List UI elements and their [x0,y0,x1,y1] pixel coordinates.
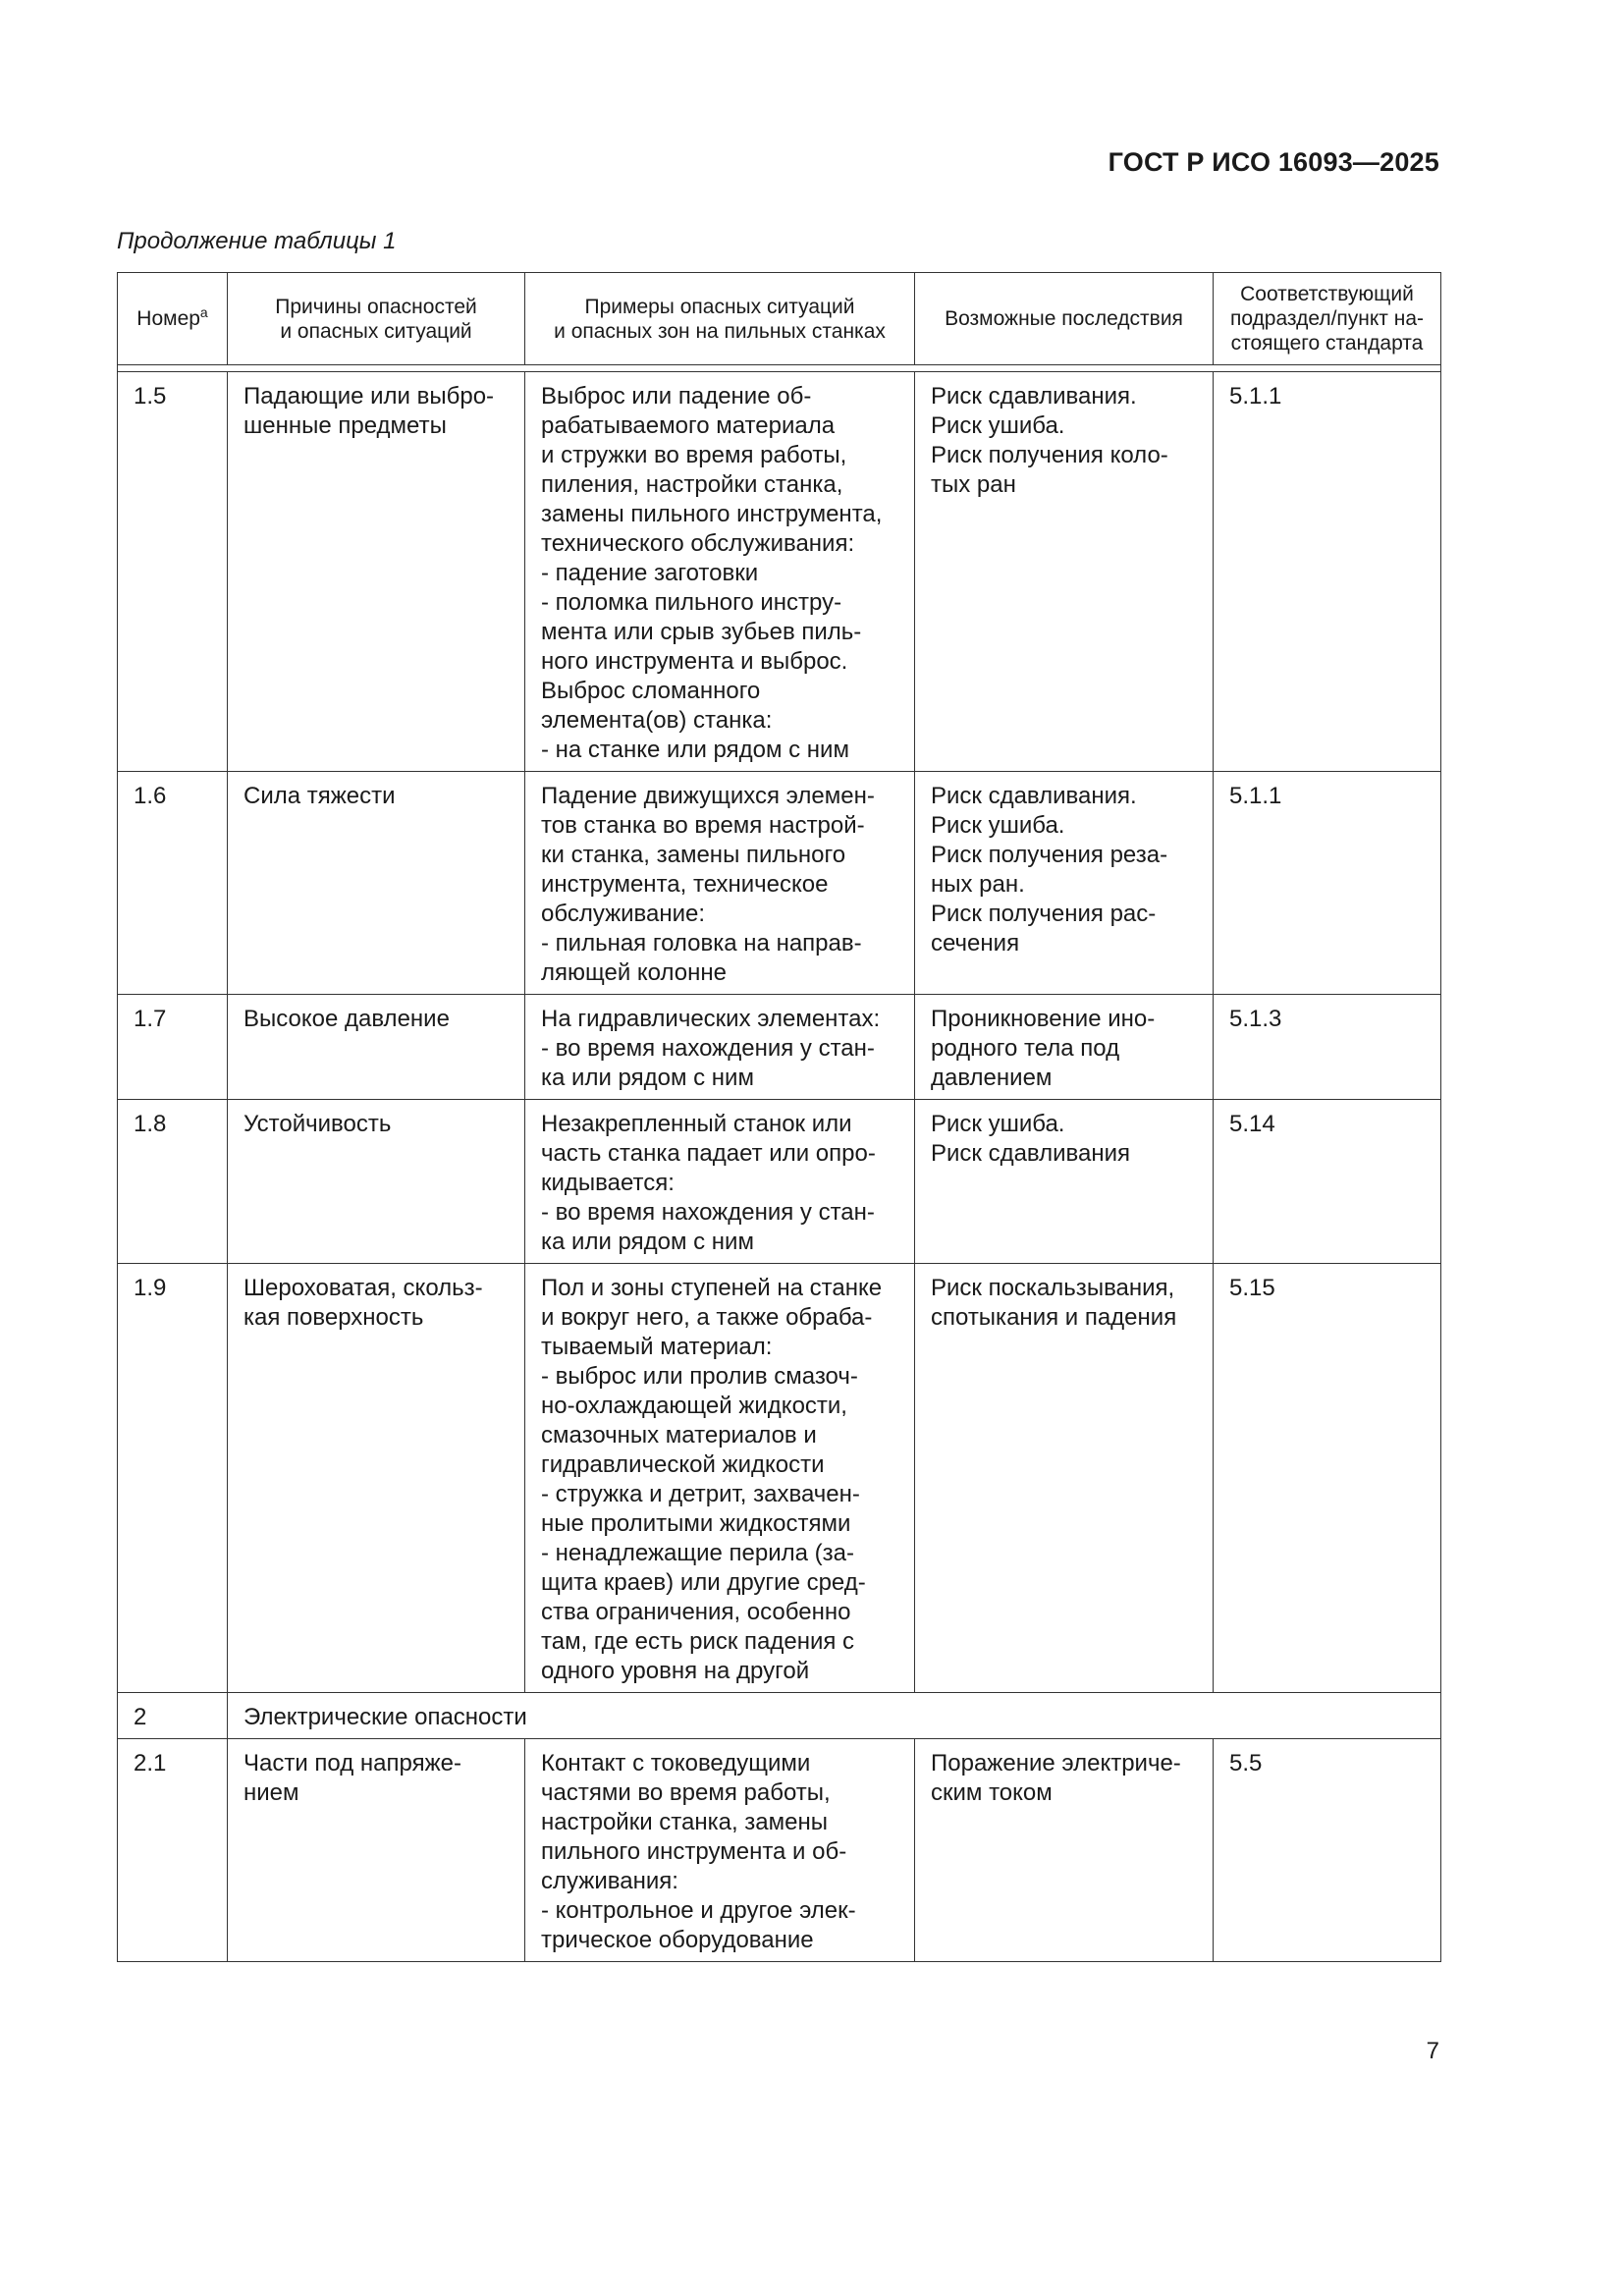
standard-reference: 5.1.1 [1214,772,1441,995]
standard-reference: 5.15 [1214,1264,1441,1693]
section-row [118,1693,1441,1739]
hazard-consequence-line: тых ран [931,471,1016,498]
table-row [118,1100,1441,1264]
hazard-cause [228,772,525,995]
hazard-consequence [915,1739,1214,1962]
hazard-example-line: замены пильного инструмента, [541,501,883,527]
hazard-example-line: ки станка, замены пильного [541,842,846,868]
hazard-example-line: Выброс или падение об- [541,383,812,410]
hazard-example-line: инструмента, техническое [541,871,829,898]
hazard-example-line: элемента(ов) станка: [541,707,773,734]
hazard-example [525,1264,915,1693]
hazard-example-line: настройки станка, замены [541,1809,829,1835]
hazard-example-line: тываемый материал: [541,1334,773,1360]
hazard-example-line: трическое оборудование [541,1927,814,1953]
hazard-consequence-line: Риск получения коло- [931,442,1168,468]
table-header-row [118,273,1441,365]
hazard-consequence-line: Риск сдавливания. [931,383,1137,410]
hazard-consequence-line: Риск получения рас- [931,901,1157,927]
hazard-consequence-line: давлением [931,1065,1053,1091]
hazard-consequence-line: Риск ушиба. [931,412,1065,439]
hazard-cause-line: Шероховатая, скольз- [243,1275,483,1301]
header-number-footnote-mark: a [199,304,208,320]
hazard-example-line: смазочных материалов и [541,1422,817,1449]
table-row [118,372,1441,772]
hazard-example-line: ка или рядом с ним [541,1065,754,1091]
hazard-example-line: рабатываемого материала [541,412,836,439]
header-number-text: Номер [136,307,200,330]
hazard-example-line: - пильная головка на направ- [541,930,862,957]
hazard-cause-line: кая поверхность [243,1304,424,1331]
hazard-example-line: - во время нахождения у стан- [541,1199,875,1226]
standard-reference: 5.1.3 [1214,995,1441,1100]
hazard-example-line: тов станка во время настрой- [541,812,865,839]
standard-reference: 5.14 [1214,1100,1441,1264]
hazard-example-line: ного инструмента и выброс. [541,648,848,675]
hazard-example-line: - падение заготовки [541,560,759,586]
hazard-cause-line: шенные предметы [243,412,447,439]
hazard-example-line: Выброс сломанного [541,678,761,704]
hazard-example-line: одного уровня на другой [541,1658,810,1684]
hazard-example [525,772,915,995]
row-number: 2.1 [118,1739,228,1962]
hazard-consequence-line: ским током [931,1779,1053,1806]
hazard-example [525,995,915,1100]
hazard-consequence-line: Риск ушиба. [931,1111,1065,1137]
standard-reference: 5.5 [1214,1739,1441,1962]
hazard-cause [228,1100,525,1264]
header-separator-cell [118,365,1441,372]
table-row [118,1739,1441,1962]
hazard-example-line: - стружка и детрит, захвачен- [541,1481,860,1507]
hazard-cause-line: Устойчивость [243,1111,392,1137]
hazard-example-line: Падение движущихся элемен- [541,783,875,809]
row-number: 1.5 [118,372,228,772]
header-number [118,273,228,365]
document-standard-title: ГОСТ Р ИСО 16093—2025 [1108,147,1439,177]
hazard-cause [228,372,525,772]
section-number: 2 [118,1693,228,1739]
section-title: Электрические опасности [228,1693,1441,1739]
hazard-example [525,372,915,772]
hazard-example-line: и вокруг него, а также обраба- [541,1304,873,1331]
hazard-consequence-line: Риск поскальзывания, [931,1275,1175,1301]
hazard-consequence-line: Риск сдавливания. [931,783,1137,809]
header-reference-line: стоящего стандарта [1230,332,1424,355]
hazard-example-line: ства ограничения, особенно [541,1599,851,1625]
hazards-table [117,272,1441,1962]
hazard-example-line: пиления, настройки станка, [541,471,843,498]
hazard-example-line: Незакрепленный станок или [541,1111,852,1137]
row-number: 1.6 [118,772,228,995]
table-caption: Продолжение таблицы 1 [117,228,397,254]
hazard-example-line: ка или рядом с ним [541,1229,754,1255]
hazard-example-line: ляющей колонне [541,959,727,986]
hazard-example [525,1739,915,1962]
hazard-consequence [915,995,1214,1100]
hazard-cause-line: нием [243,1779,299,1806]
hazard-example-line: служивания: [541,1868,678,1894]
hazard-example-line: Пол и зоны ступеней на станке [541,1275,883,1301]
hazard-example-line: и стружки во время работы, [541,442,847,468]
header-reference-line: Соответствующий [1240,283,1414,305]
hazard-example-line: часть станка падает или опро- [541,1140,876,1167]
hazard-cause-line: Падающие или выбро- [243,383,495,410]
header-reference-line: подраздел/пункт на- [1229,307,1425,330]
hazard-example-line: гидравлической жидкости [541,1451,825,1478]
hazard-example-line: - контрольное и другое элек- [541,1897,856,1924]
hazard-consequence-line: Поражение электриче- [931,1750,1181,1777]
hazard-consequence-line: Риск получения реза- [931,842,1168,868]
hazard-example-line: обслуживание: [541,901,706,927]
hazard-example-line: частями во время работы, [541,1779,831,1806]
hazard-example-line: - выброс или пролив смазоч- [541,1363,858,1390]
hazard-cause [228,1264,525,1693]
hazard-example-line: Контакт с токоведущими [541,1750,811,1777]
hazard-example-line: На гидравлических элементах: [541,1006,881,1032]
hazard-example-line: но-охлаждающей жидкости, [541,1393,847,1419]
hazard-cause [228,995,525,1100]
header-separator [118,365,1441,372]
header-consequences: Возможные последствия [915,273,1214,365]
table-row [118,772,1441,995]
hazard-consequence [915,372,1214,772]
row-number: 1.8 [118,1100,228,1264]
hazard-example-line: ные пролитыми жидкостями [541,1510,851,1537]
header-examples-line: и опасных зон на пильных станках [554,319,886,343]
hazard-consequence [915,1264,1214,1693]
standard-reference: 5.1.1 [1214,372,1441,772]
hazard-cause-line: Сила тяжести [243,783,396,809]
table-row [118,995,1441,1100]
hazard-example-line: кидывается: [541,1170,675,1196]
header-causes-line: Причины опасностей [275,295,477,318]
hazard-consequence [915,772,1214,995]
hazard-example-line: щита краев) или другие сред- [541,1569,866,1596]
hazard-example-line: - поломка пильного инстру- [541,589,842,616]
hazard-example-line: пильного инструмента и об- [541,1838,847,1865]
hazard-cause-line: Высокое давление [243,1006,450,1032]
hazard-example-line: там, где есть риск падения с [541,1628,855,1655]
hazard-consequence-line: сечения [931,930,1020,957]
hazard-cause [228,1739,525,1962]
hazard-consequence-line: Риск ушиба. [931,812,1065,839]
row-number: 1.7 [118,995,228,1100]
header-examples-line: Примеры опасных ситуаций [584,295,855,318]
hazard-consequence-line: спотыкания и падения [931,1304,1177,1331]
hazard-example-line: - ненадлежащие перила (за- [541,1540,854,1566]
header-causes [228,273,525,365]
header-causes-line: и опасных ситуаций [280,319,472,343]
table-row [118,1264,1441,1693]
hazard-example-line: - на станке или рядом с ним [541,737,849,763]
hazard-consequence-line: Проникновение ино- [931,1006,1156,1032]
hazard-example-line: мента или срыв зубьев пиль- [541,619,862,645]
hazard-example-line: технического обслуживания: [541,530,855,557]
hazard-consequence-line: родного тела под [931,1035,1120,1062]
row-number: 1.9 [118,1264,228,1693]
header-examples [525,273,915,365]
hazard-consequence [915,1100,1214,1264]
page-number: 7 [1426,2038,1439,2064]
hazard-consequence-line: Риск сдавливания [931,1140,1131,1167]
hazard-example-line: - во время нахождения у стан- [541,1035,875,1062]
hazard-cause-line: Части под напряже- [243,1750,461,1777]
hazard-consequence-line: ных ран. [931,871,1025,898]
hazard-example [525,1100,915,1264]
header-reference [1214,273,1441,365]
